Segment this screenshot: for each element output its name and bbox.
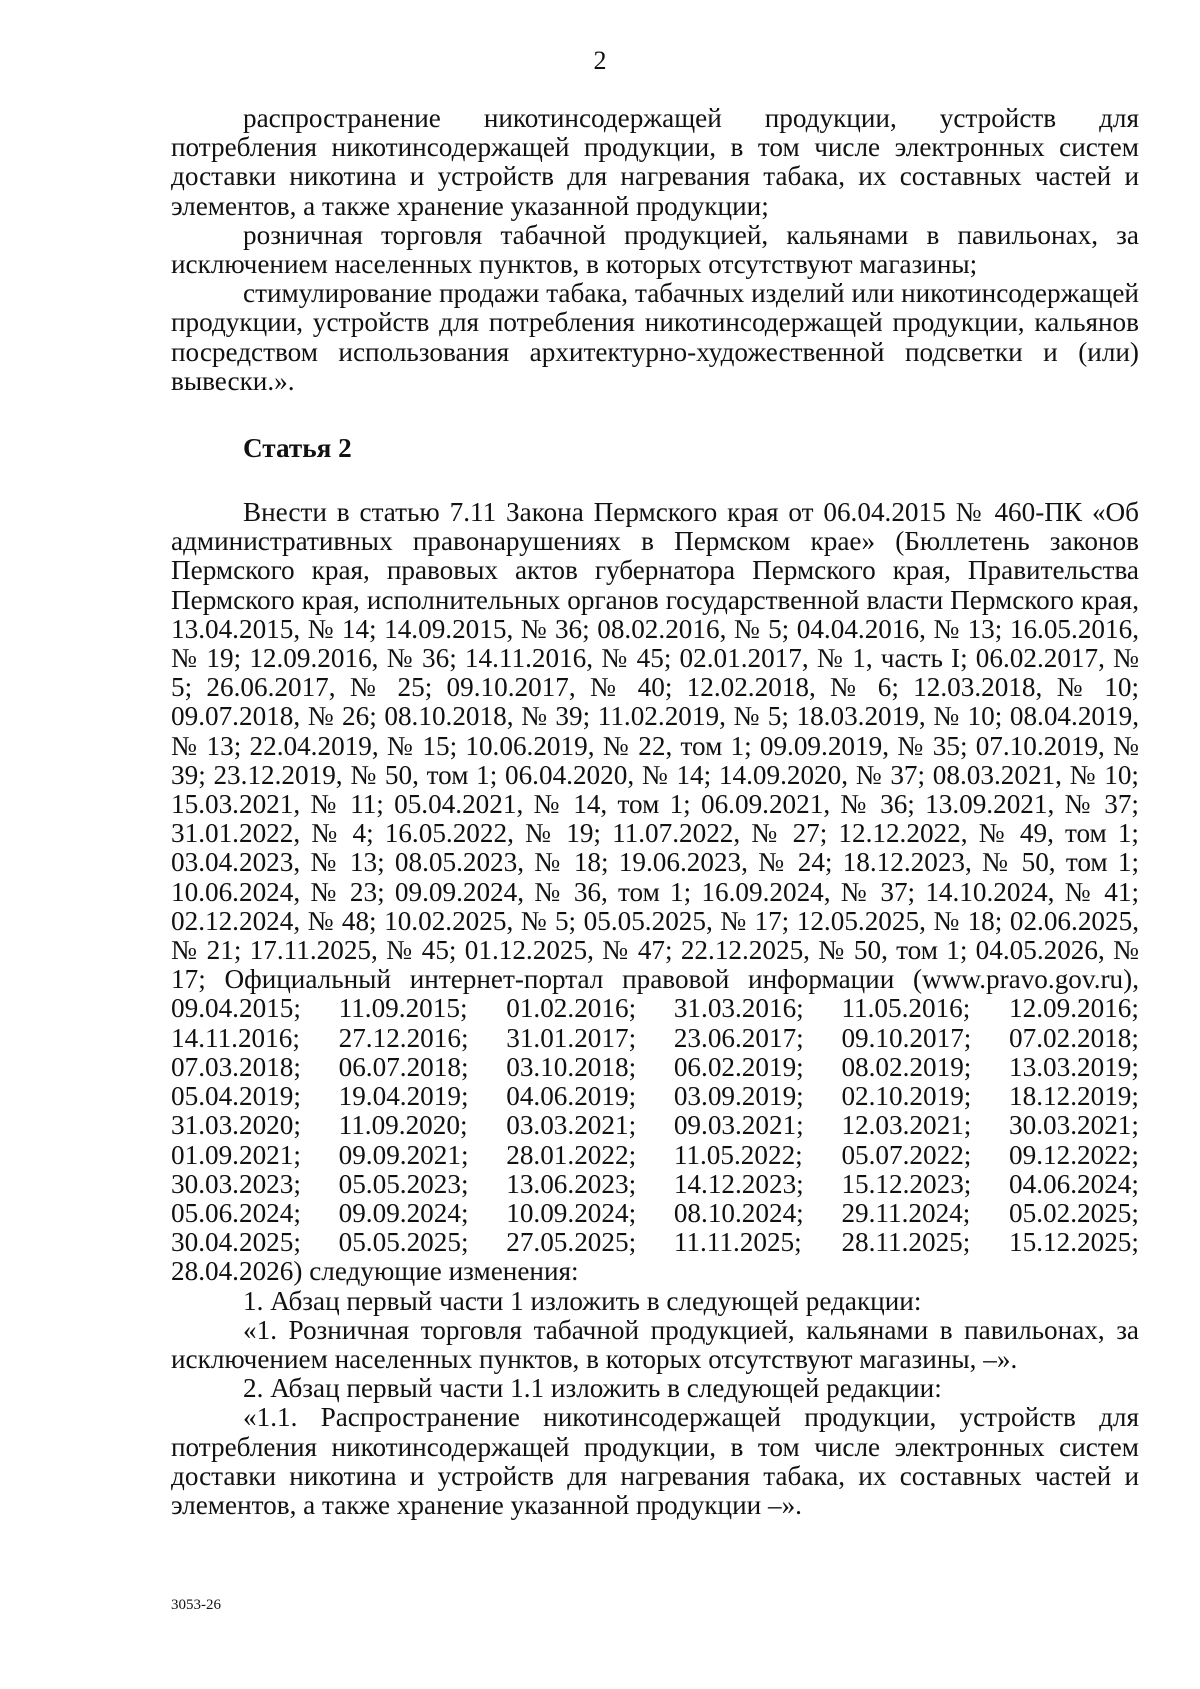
portal-date: 04.06.2019; — [506, 1081, 637, 1112]
document-body — [171, 104, 1139, 1520]
portal-date: 11.05.2016; — [841, 993, 971, 1024]
portal-date: 04.06.2024; — [1009, 1168, 1139, 1199]
portal-date: 09.09.2021; — [338, 1139, 469, 1170]
portal-date: 15.12.2025; — [1009, 1227, 1139, 1258]
portal-date: 08.02.2019; — [841, 1051, 972, 1082]
portal-date: 05.05.2025; — [338, 1227, 469, 1258]
change-item-2-text: «1.1. Распространение никотинсодержащей продукции, устройств для потребления никотинсодержащей продукции, в том числе электронных систем доставки никотина и устройств для нагревания табака, их составных частей и элементов, а также хранение указанной продукции –». — [171, 1402, 1139, 1520]
portal-date: 13.06.2023; — [506, 1168, 637, 1199]
portal-date: 06.07.2018; — [338, 1051, 469, 1082]
portal-date: 03.03.2021; — [506, 1110, 637, 1141]
portal-date: 05.07.2022; — [841, 1139, 972, 1170]
portal-date: 09.10.2017; — [841, 1022, 972, 1053]
portal-date: 13.03.2019; — [1009, 1051, 1139, 1082]
portal-date: 09.04.2015; — [171, 993, 301, 1024]
portal-date: 27.05.2025; — [506, 1227, 637, 1258]
portal-date: 30.03.2023; — [171, 1168, 301, 1199]
page-number: 2 — [593, 46, 607, 75]
portal-date: 12.03.2021; — [841, 1110, 972, 1141]
portal-date: 28.11.2025; — [841, 1227, 971, 1258]
change-item-1-heading: 1. Абзац первый части 1 изложить в следующей редакции: — [243, 1285, 922, 1316]
portal-date: 14.11.2016; — [171, 1022, 300, 1053]
portal-date: 12.09.2016; — [1009, 993, 1139, 1024]
portal-date: 07.03.2018; — [171, 1051, 301, 1082]
amendment-intro-paragraph: Внести в статью 7.11 Закона Пермского края от 06.04.2015 № 460-ПК «Об административных правонарушениях в Пермском крае» (Бюллетень законов Пермского края, правовых актов губернатора Пермского края, Правительства Пермского края, исполнительных органов государственной власти Пермского края, 13.04.2015, № 14; 14.09.2015, № 36; 08.02.2016, № 5; 04.04.2016, № 13; 16.05.2016, № 19; 12.09.2016, № 36; 14.11.2016, № 45; 02.01.2017, № 1, часть I; 06.02.2017, № 5; 26.06.2017, № 25; 09.10.2017, № 40; 12.02.2018, № 6; 12.03.2018, № 10; 09.07.2018, № 26; 08.10.2018, № 39; 11.02.2019, № 5; 18.03.2019, № 10; 08.04.2019, № 13; 22.04.2019, № 15; 10.06.2019, № 22, том 1; 09.09.2019, № 35; 07.10.2019, № 39; 23.12.2019, № 50, том 1; 06.04.2020, № 14; 14.09.2020, № 37; 08.03.2021, № 10; 15.03.2021, № 11; 05.04.2021, № 14, том 1; 06.09.2021, № 36; 13.09.2021, № 37; 31.01.2022, № 4; 16.05.2022, № 19; 11.07.2022, № 27; 12.12.2022, № 49, том 1; 03.04.2023, № 13; 08.05.2023, № 18; 19.06.2023, № 24; 18.12.2023, № 50, том 1; 10.06.2024, № 23; 09.09.2024, № 36, том 1; 16.09.2024, № 37; 14.10.2024, № 41; 02.12.2024, № 48; 10.02.2025, № 5; 05.05.2025, № 17; 12.05.2025, № 18; 02.06.2025, № 21; 17.11.2025, № 45; 01.12.2025, № 47; 22.12.2025, № 50, том 1; 04.05.2026, № 17; Официальный интернет-портал правовой информации (www.pravo.gov.ru), — [171, 497, 1139, 995]
portal-date: 05.05.2023; — [338, 1168, 469, 1199]
portal-date: 03.10.2018; — [506, 1051, 637, 1082]
portal-date: 05.02.2025; — [1009, 1197, 1139, 1228]
portal-date: 31.03.2020; — [171, 1110, 301, 1141]
portal-date: 18.12.2019; — [1009, 1081, 1139, 1112]
change-item-1-text: «1. Розничная торговля табачной продукцией, кальянами в павильонах, за исключением населенных пунктов, в которых отсутствуют магазины, –». — [171, 1314, 1139, 1374]
intro-paragraph-3: стимулирование продажи табака, табачных изделий или никотинсодержащей продукции, устройств для потребления никотинсодержащей продукции, кальянов посредством использования архитектурно-художественной подсветки и (или) вывески.». — [171, 278, 1139, 396]
portal-date: 09.09.2024; — [338, 1197, 469, 1228]
portal-date: 01.09.2021; — [171, 1139, 301, 1170]
document-code: 3053-26 — [171, 1597, 221, 1613]
portal-date: 11.09.2015; — [338, 993, 468, 1024]
portal-date: 19.04.2019; — [338, 1081, 469, 1112]
portal-date: 07.02.2018; — [1009, 1022, 1139, 1053]
portal-date: 01.02.2016; — [506, 993, 637, 1024]
portal-date: 03.09.2019; — [673, 1081, 804, 1112]
portal-date: 05.04.2019; — [171, 1081, 301, 1112]
portal-date: 23.06.2017; — [673, 1022, 804, 1053]
portal-date: 06.02.2019; — [673, 1051, 804, 1082]
portal-date: 09.03.2021; — [673, 1110, 804, 1141]
intro-paragraph-1: распространение никотинсодержащей продукции, устройств для потребления никотинсодержащей продукции, в том числе электронных систем доставки никотина и устройств для нагревания табака, их составных частей и элементов, а также хранение указанной продукции; — [171, 103, 1139, 221]
portal-date: 11.05.2022; — [673, 1139, 803, 1170]
portal-date: 11.09.2020; — [338, 1110, 468, 1141]
portal-date: 28.01.2022; — [506, 1139, 637, 1170]
amendment-closing-line: 28.04.2026) следующие изменения: — [171, 1256, 579, 1287]
portal-date: 30.03.2021; — [1009, 1110, 1139, 1141]
portal-date: 14.12.2023; — [673, 1168, 804, 1199]
portal-date: 10.09.2024; — [506, 1197, 637, 1228]
portal-date: 09.12.2022; — [1009, 1139, 1139, 1170]
portal-date: 11.11.2025; — [673, 1227, 802, 1258]
article-heading: Статья 2 — [243, 433, 352, 464]
portal-date: 08.10.2024; — [673, 1197, 804, 1228]
intro-paragraph-2: розничная торговля табачной продукцией, кальянами в павильонах, за исключением населенных пунктов, в которых отсутствуют магазины; — [171, 219, 1139, 280]
portal-publication-dates — [171, 994, 1139, 1257]
portal-date: 31.03.2016; — [673, 993, 804, 1024]
portal-date: 15.12.2023; — [841, 1168, 972, 1199]
portal-date: 29.11.2024; — [841, 1197, 971, 1228]
portal-date: 27.12.2016; — [338, 1022, 469, 1053]
portal-date: 30.04.2025; — [171, 1227, 301, 1258]
portal-date: 31.01.2017; — [506, 1022, 637, 1053]
portal-date: 05.06.2024; — [171, 1197, 301, 1228]
portal-date: 02.10.2019; — [841, 1081, 972, 1112]
change-item-2-heading: 2. Абзац первый части 1.1 изложить в следующей редакции: — [243, 1373, 942, 1404]
